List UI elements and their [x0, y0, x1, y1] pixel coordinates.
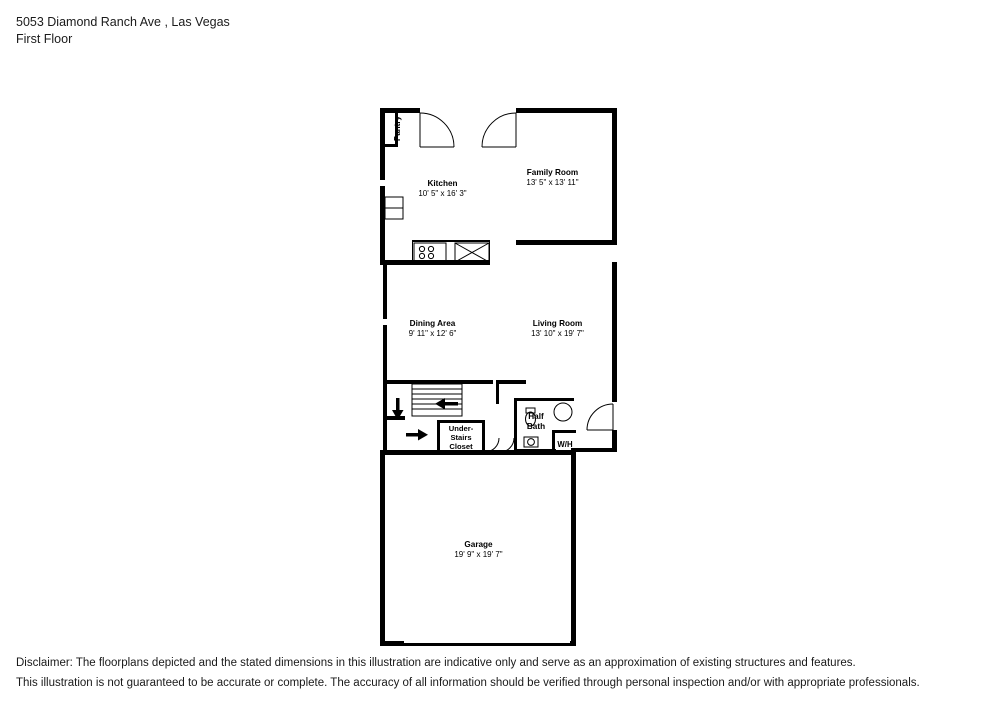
- wall-hall-divider: [383, 416, 405, 420]
- wall-garage-left: [380, 450, 385, 646]
- room-dim-kitchen: 10' 5" x 16' 3": [418, 188, 467, 198]
- wall-garage-right: [571, 450, 576, 646]
- room-dim-family-room: 13' 5" x 13' 11": [526, 177, 579, 187]
- disclaimer-line-1: Disclaimer: The floorplans depicted and the stated dimensions in this illustration are indicative only and serve as an approximation of existing structures and features.: [16, 657, 856, 669]
- wall-halfbath-top: [514, 398, 574, 401]
- wall-kitchen-bottom: [380, 260, 490, 265]
- wall-lower-right-bottom: [571, 448, 617, 452]
- room-name-dining-area: Dining Area: [409, 319, 456, 328]
- room-name-garage: Garage: [464, 540, 493, 549]
- wall-top-left: [380, 108, 420, 113]
- wall-familyroom-corner: [516, 108, 521, 113]
- label-under-stairs-closet: [440, 424, 482, 451]
- wall-hall-right: [496, 384, 499, 404]
- garage-door: [404, 643, 570, 646]
- wall-wh-top: [552, 430, 576, 433]
- label-half-bath-line1: Half: [528, 412, 544, 421]
- wall-closet-top: [437, 420, 485, 423]
- room-label-kitchen: [385, 179, 500, 198]
- counter-left-line: [412, 240, 413, 262]
- wall-halfbath-bottom: [514, 449, 556, 452]
- counter-right-line: [489, 240, 490, 262]
- wall-hall-left-a: [383, 384, 387, 416]
- label-closet-line3: Closet: [449, 442, 473, 451]
- room-name-family-room: Family Room: [526, 168, 579, 177]
- label-half-bath: [518, 412, 554, 431]
- label-pantry: Pantry: [393, 116, 402, 141]
- room-dim-living-room: 13' 10" x 19' 7": [531, 328, 584, 338]
- counter-top-line: [412, 240, 490, 242]
- wall-pantry-bottom: [383, 144, 398, 147]
- wall-left-upper-a: [380, 108, 385, 148]
- room-name-living-room: Living Room: [532, 319, 583, 328]
- property-address: 5053 Diamond Ranch Ave , Las Vegas: [16, 15, 230, 29]
- disclaimer: [16, 653, 920, 693]
- room-label-living-room: [500, 319, 615, 338]
- label-half-bath-line2: Bath: [526, 421, 546, 431]
- room-label-garage: [421, 540, 536, 559]
- label-water-heater: W/H: [557, 440, 573, 449]
- wall-left-upper-b: [380, 148, 385, 180]
- room-dim-dining-area: 9' 11" x 12' 6": [408, 328, 457, 338]
- wall-garage-bottom-left: [380, 641, 404, 646]
- wall-hall-left-c: [383, 420, 387, 452]
- room-name-kitchen: Kitchen: [427, 179, 458, 188]
- floor-label: First Floor: [16, 32, 73, 46]
- wall-right-upper: [612, 108, 617, 240]
- room-dim-garage: 19' 9" x 19' 7": [454, 549, 503, 559]
- label-closet-line1: Under-: [448, 424, 474, 433]
- label-closet-line2: Stairs: [450, 433, 472, 442]
- room-label-dining-area: [375, 319, 490, 338]
- disclaimer-line-2: This illustration is not guaranteed to be accurate or complete. The accuracy of all information should be verified through personal inspection and/or with appropriate professionals.: [16, 677, 920, 689]
- room-label-family-room: [495, 168, 610, 187]
- wall-left-mid-a: [383, 264, 387, 319]
- wall-top-right: [516, 108, 617, 113]
- wall-stairzone-top-right: [496, 380, 526, 384]
- wall-familyroom-bottom: [516, 240, 617, 245]
- window-mark-right-a: [612, 240, 617, 242]
- wall-stairzone-top: [383, 380, 493, 384]
- wall-closet-right: [482, 420, 485, 452]
- wall-halfbath-left: [514, 398, 517, 452]
